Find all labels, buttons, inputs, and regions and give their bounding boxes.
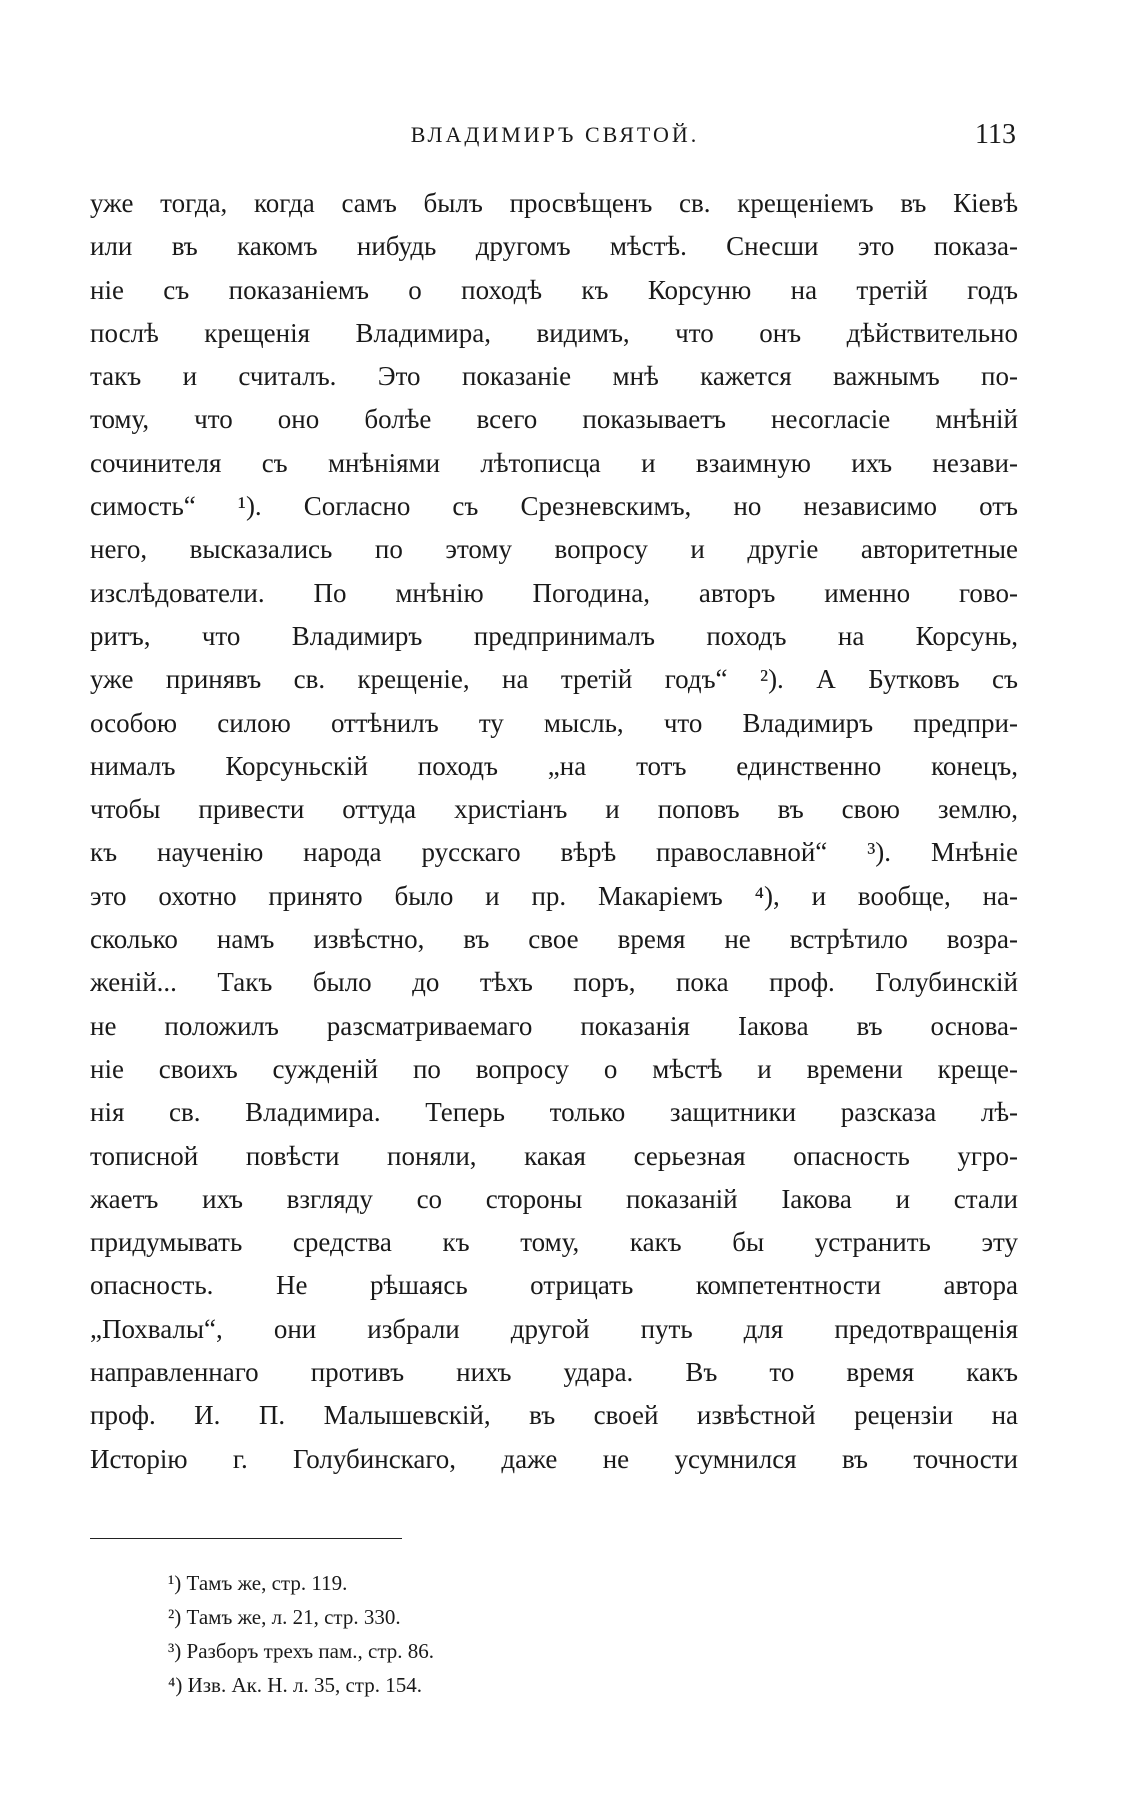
text-line: направленнаго противъ нихъ удара. Въ то время какъ: [90, 1357, 1018, 1388]
text-line: жаетъ ихъ взгляду со стороны показаній Іакова и стали: [90, 1183, 1018, 1214]
text-line: это охотно принято было и пр. Макаріемъ ⁴), и вообще, на-: [90, 880, 1018, 911]
text-line: уже тогда, когда самъ былъ просвѣщенъ св. крещеніемъ въ Кіевѣ: [90, 188, 1018, 218]
text-line: женій... Такъ было до тѣхъ поръ, пока проф. Голубинскій: [90, 967, 1018, 998]
text-line: ритъ, что Владимиръ предпринималъ походъ на Корсунь,: [90, 620, 1018, 651]
text-line: чтобы привести оттуда христіанъ и поповъ въ свою землю,: [90, 794, 1018, 825]
text-line: симость“ ¹). Согласно съ Срезневскимъ, но независимо отъ: [90, 491, 1018, 522]
footnotes: [168, 1566, 768, 1702]
text-line: такъ и считалъ. Это показаніе мнѣ кажется важнымъ по-: [90, 361, 1018, 392]
text-line: тописной повѣсти поняли, какая серьезная опасность угро-: [90, 1140, 1018, 1171]
text-line: придумывать средства къ тому, какъ бы устранить эту: [90, 1227, 1018, 1258]
text-line: нималъ Корсуньскій походъ „на тотъ единственно конецъ,: [90, 750, 1018, 781]
text-line: къ наученію народа русскаго вѣрѣ православной“ ³). Мнѣніе: [90, 837, 1018, 868]
text-line: нія св. Владимира. Теперь только защитники разсказа лѣ-: [90, 1097, 1018, 1128]
text-line: изслѣдователи. По мнѣнію Погодина, авторъ именно гово-: [90, 577, 1018, 608]
text-line: тому, что оно болѣе всего показываетъ несогласіе мнѣній: [90, 404, 1018, 435]
text-line: ніе съ показаніемъ о походѣ къ Корсуню на третій годъ: [90, 274, 1018, 305]
footnote: ³) Разборъ трехъ пам., стр. 86.: [168, 1639, 435, 1663]
text-line: или въ какомъ нибудь другомъ мѣстѣ. Снесши это показа-: [90, 231, 1018, 262]
footnote: ²) Тамъ же, л. 21, стр. 330.: [168, 1605, 401, 1629]
text-line: особою силою оттѣнилъ ту мысль, что Владимиръ предпри-: [90, 707, 1018, 738]
text-line: Исторію г. Голубинскаго, даже не усумнился въ точности: [90, 1443, 1018, 1474]
footnote: ⁴) Изв. Ак. Н. л. 35, стр. 154.: [168, 1673, 422, 1697]
text-line: не положилъ разсматриваемаго показанія Іакова въ основа-: [90, 1010, 1018, 1041]
text-line: уже принявъ св. крещеніе, на третій годъ“ ²). А Бутковъ съ: [90, 664, 1018, 695]
text-line: ніе своихъ сужденій по вопросу о мѣстѣ и времени креще-: [90, 1053, 1018, 1084]
footnote: ¹) Тамъ же, стр. 119.: [168, 1571, 348, 1595]
text-line: „Похвалы“, они избрали другой путь для предотвращенія: [90, 1313, 1018, 1344]
text-line: сколько намъ извѣстно, въ свое время не встрѣтило возра-: [90, 924, 1018, 955]
footnote-rule: [90, 1538, 402, 1539]
running-head: [90, 118, 1020, 152]
running-title: ВЛАДИМИРЪ СВЯТОЙ.: [410, 122, 700, 147]
text-line: него, высказались по этому вопросу и другіе авторитетные: [90, 534, 1018, 565]
page-number: 113: [975, 119, 1016, 150]
text-line: послѣ крещенія Владимира, видимъ, что онъ дѣйствительно: [90, 317, 1018, 348]
text-line: проф. И. П. Малышевскій, въ своей извѣстной рецензіи на: [90, 1400, 1018, 1431]
text-line: опасность. Не рѣшаясь отрицать компетентности автора: [90, 1270, 1018, 1301]
body-text: [90, 182, 1018, 1481]
text-line: сочинителя съ мнѣніями лѣтописца и взаимную ихъ незави-: [90, 447, 1018, 478]
